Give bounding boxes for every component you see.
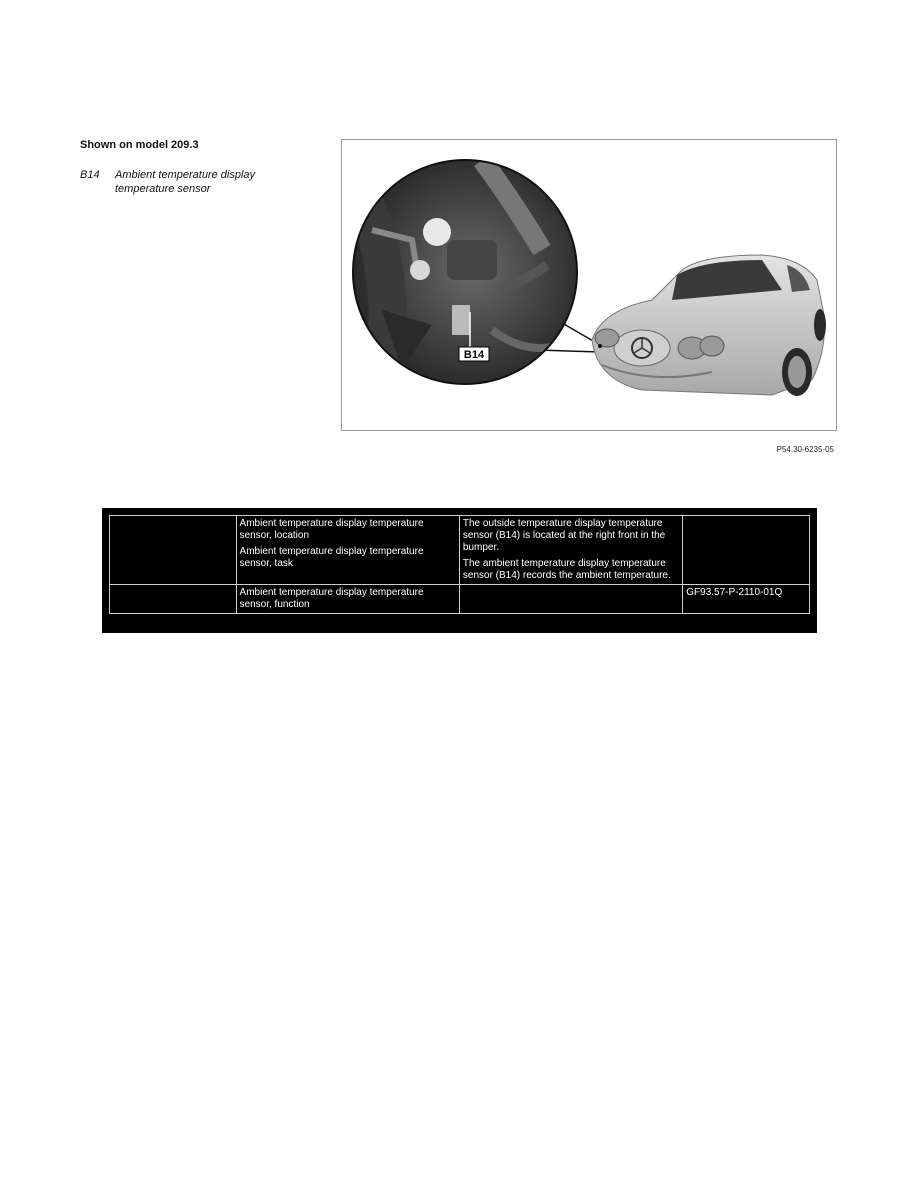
document-reference-code: GF93.57-P-2110-01Q — [683, 585, 810, 614]
table-cell — [236, 585, 459, 614]
table-row — [110, 516, 810, 585]
figure-illustration — [342, 140, 837, 431]
b14-callout-label: B14 — [463, 349, 485, 361]
info-table-grid — [109, 515, 810, 614]
cell-text: The ambient temperature display temperature sensor (B14) records the ambient temperature. — [462, 558, 671, 581]
cell-text: Ambient temperature display temperature sensor, function — [239, 587, 424, 610]
legend-code: B14 — [80, 169, 100, 181]
cell-text: The outside temperature display temperature sensor (B14) is located at the right front in the bumper. — [462, 518, 666, 553]
legend-description: Ambient temperature display temperature sensor — [115, 169, 256, 195]
legend-entry — [80, 168, 285, 196]
table-cell — [683, 516, 810, 585]
car-illustration — [592, 255, 826, 396]
table-cell — [459, 516, 682, 585]
figure-reference: P54.30-6235-05 — [776, 445, 834, 454]
cell-text: Ambient temperature display temperature sensor, task — [239, 546, 424, 569]
table-cell — [459, 585, 682, 614]
table-cell — [236, 516, 459, 585]
info-table — [102, 508, 817, 633]
cell-text: Ambient temperature display temperature sensor, location — [239, 518, 424, 541]
table-row — [110, 585, 810, 614]
table-cell — [110, 516, 237, 585]
table-cell — [110, 585, 237, 614]
section-heading: Shown on model 209.3 — [80, 139, 199, 151]
sensor-location-figure — [341, 139, 837, 431]
